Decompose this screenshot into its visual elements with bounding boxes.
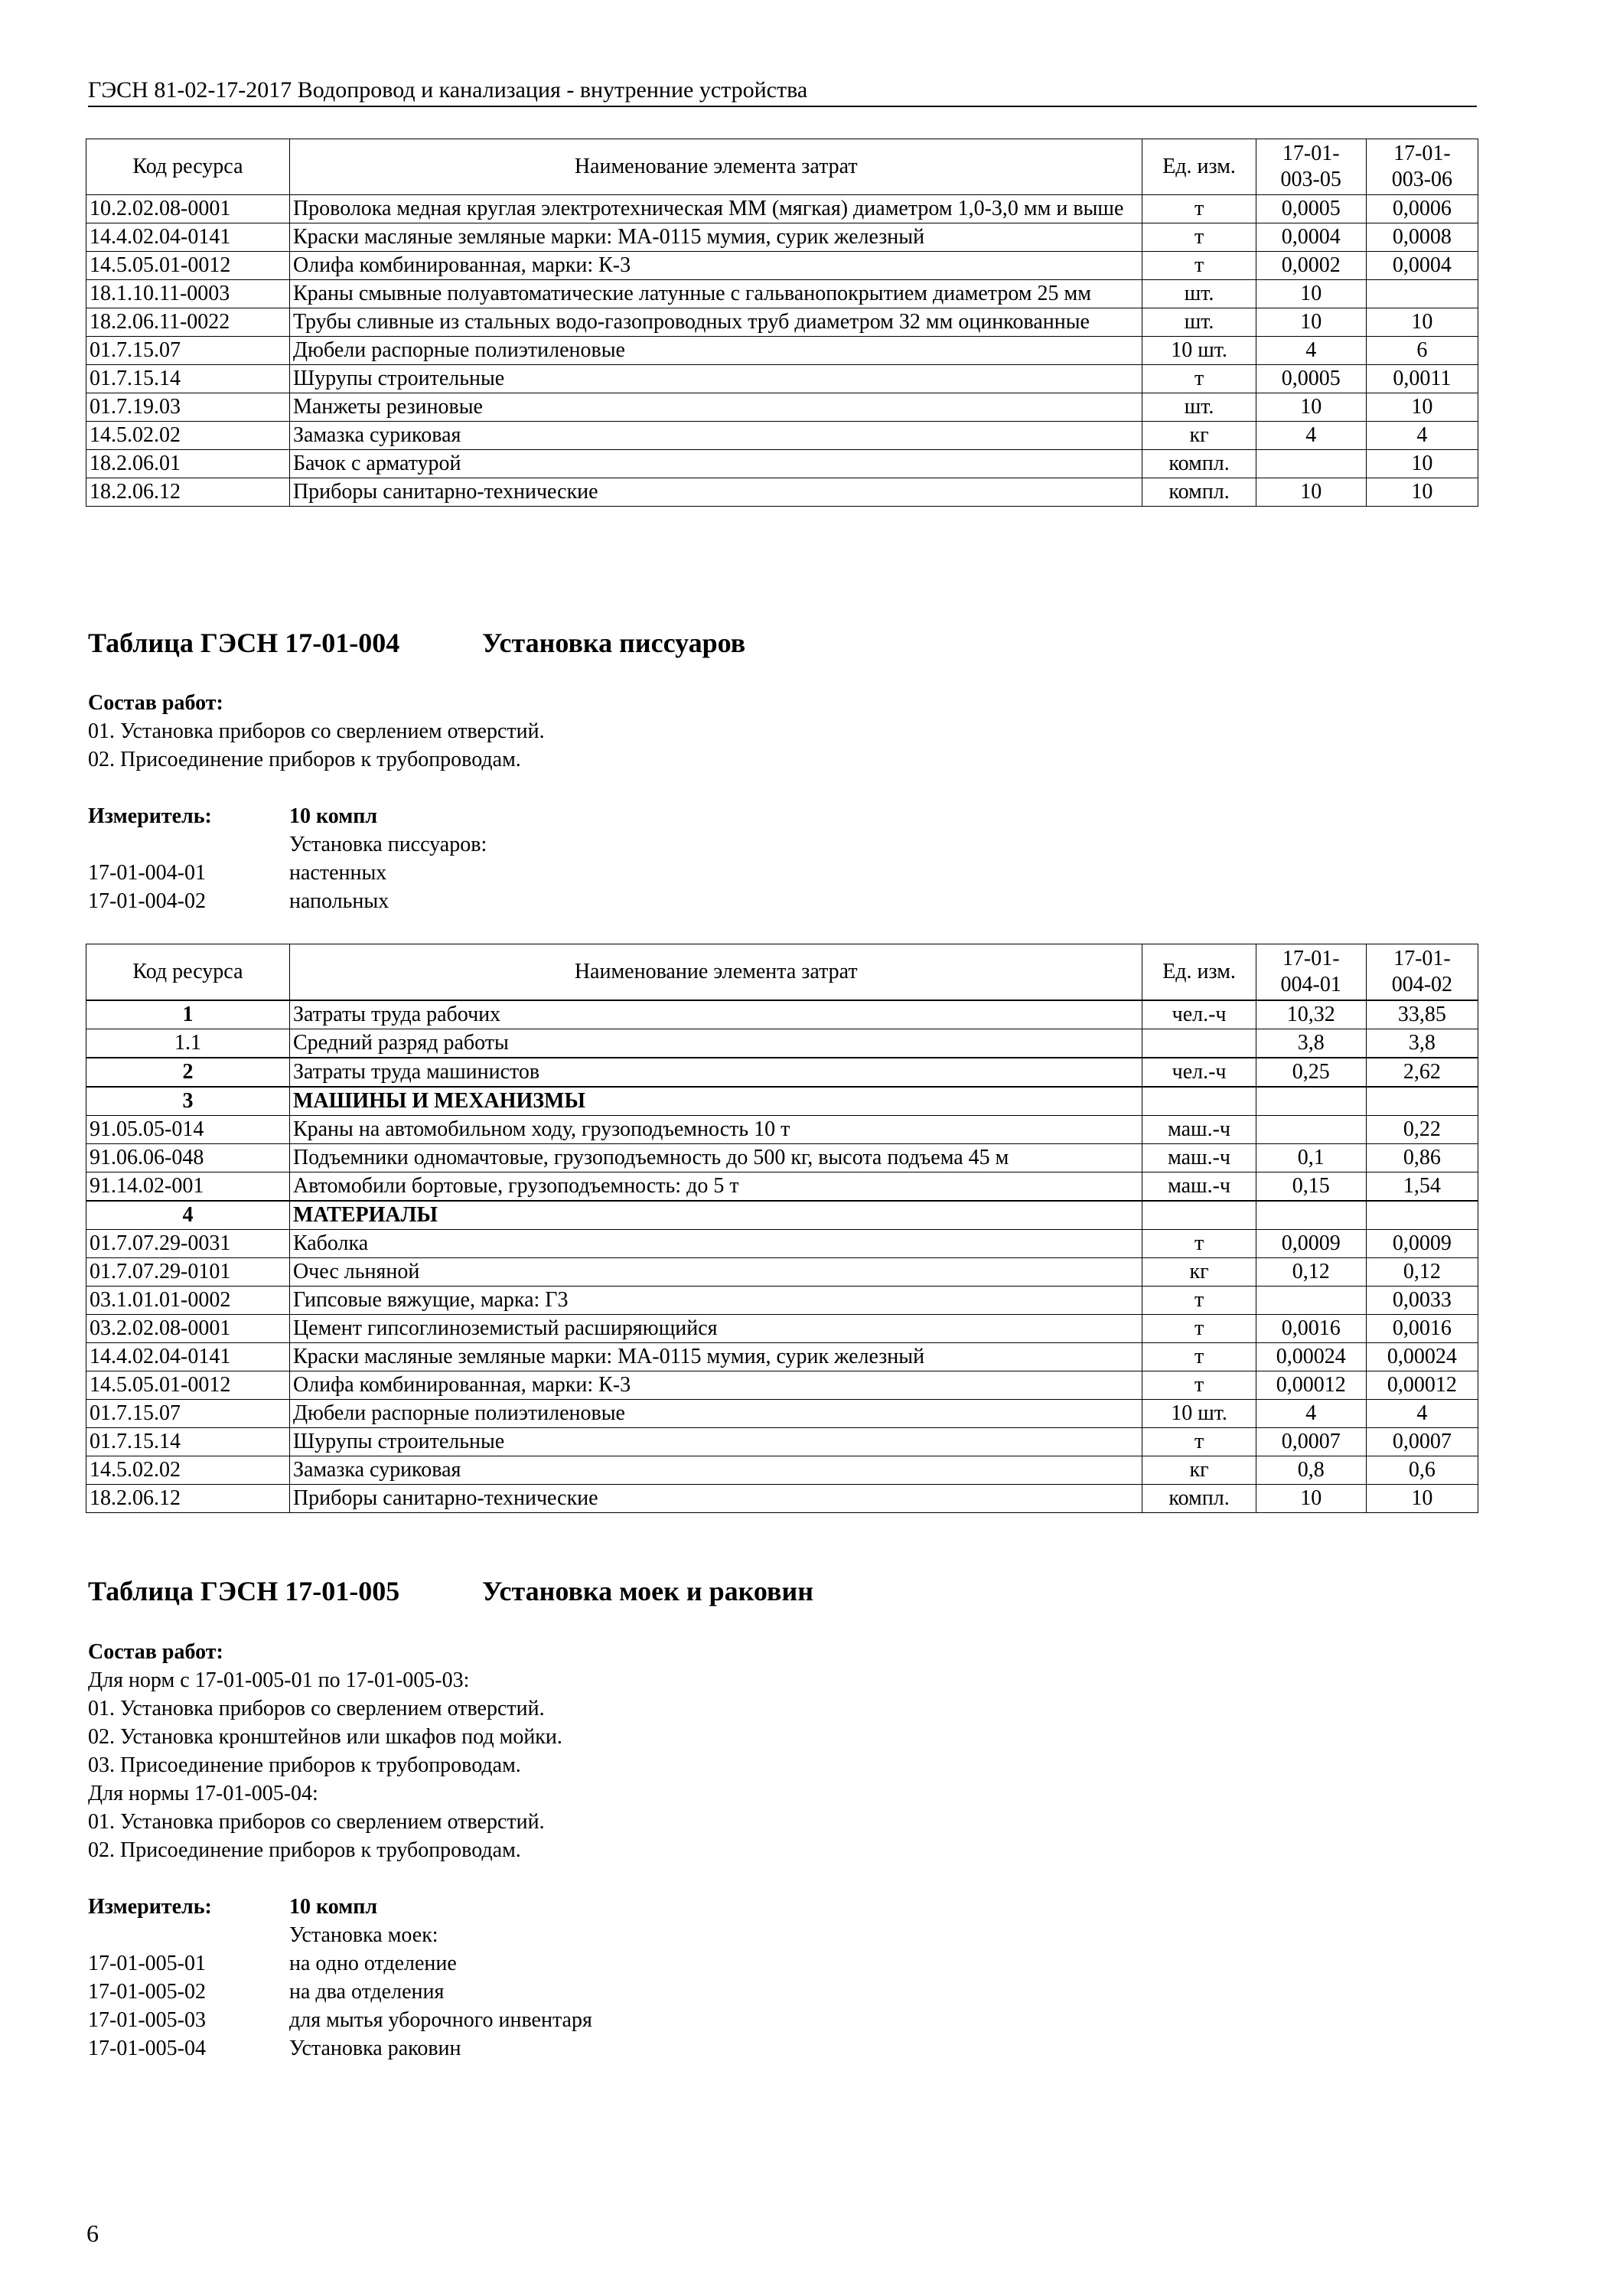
cell-norm-b (1366, 1201, 1478, 1230)
cell-unit: шт. (1142, 393, 1256, 422)
table-row (86, 1029, 1478, 1058)
cell-norm-a (1256, 450, 1366, 478)
cell-norm-b: 33,85 (1366, 1000, 1478, 1029)
col-header-code: Код ресурса (86, 944, 290, 1001)
cell-unit: чел.-ч (1142, 1058, 1256, 1087)
norm-code: 17-01-005-02 (88, 1980, 206, 2004)
cell-name: Проволока медная круглая электротехническая ММ (мягкая) диаметром 1,0-3,0 мм и выше (289, 195, 1142, 223)
cell-unit (1142, 1201, 1256, 1230)
cell-unit: кг (1142, 422, 1256, 450)
cell-name: Очес льняной (289, 1258, 1142, 1287)
table-row (86, 1000, 1478, 1029)
page-number: 6 (86, 2219, 99, 2247)
norm-code: 17-01-004-02 (88, 889, 206, 913)
cell-norm-b: 0,86 (1366, 1144, 1478, 1172)
cell-norm-a (1256, 1116, 1366, 1144)
cell-norm-a: 0,0005 (1256, 195, 1366, 223)
cell-code: 14.5.02.02 (86, 422, 290, 450)
cell-norm-b: 0,0009 (1366, 1230, 1478, 1258)
cell-name: Олифа комбинированная, марки: К-3 (289, 1371, 1142, 1400)
cell-norm-b: 0,0004 (1366, 252, 1478, 280)
table-row (86, 1172, 1478, 1202)
work-item: Для нормы 17-01-005-04: (88, 1782, 318, 1805)
cell-name: Шурупы строительные (289, 365, 1142, 393)
cell-name: Дюбели распорные полиэтиленовые (289, 1400, 1142, 1428)
norm-text: напольных (289, 889, 389, 913)
cell-norm-b: 0,0008 (1366, 223, 1478, 252)
table-name: Установка моек и раковин (482, 1576, 813, 1606)
cell-name: Приборы санитарно-технические (289, 1485, 1142, 1513)
cell-norm-b: 3,8 (1366, 1029, 1478, 1058)
cell-code: 1.1 (86, 1029, 290, 1058)
table-header-row (86, 139, 1478, 195)
cell-norm-b: 0,0011 (1366, 365, 1478, 393)
cell-norm-a: 4 (1256, 337, 1366, 365)
norm-text: для мытья уборочного инвентаря (289, 2008, 592, 2032)
cell-code: 18.2.06.12 (86, 478, 290, 507)
col-header-norm-a: 17-01- 004-01 (1256, 944, 1366, 1001)
table-row (86, 1230, 1478, 1258)
cell-norm-a: 0,0005 (1256, 365, 1366, 393)
cell-norm-a: 10 (1256, 1485, 1366, 1513)
cell-name: Цемент гипсоглиноземистый расширяющийся (289, 1315, 1142, 1343)
norm-code: 17-01-004-01 (88, 861, 206, 885)
col-header-name: Наименование элемента затрат (289, 139, 1142, 195)
cell-unit: т (1142, 1343, 1256, 1371)
cell-unit: т (1142, 1287, 1256, 1315)
cell-code: 14.4.02.04-0141 (86, 1343, 290, 1371)
cell-name: Приборы санитарно-технические (289, 478, 1142, 507)
cell-norm-a: 4 (1256, 422, 1366, 450)
col-header-name: Наименование элемента затрат (289, 944, 1142, 1001)
cell-unit (1142, 1029, 1256, 1058)
table-row (86, 450, 1478, 478)
cell-norm-b: 10 (1366, 478, 1478, 507)
table-row (86, 1343, 1478, 1371)
cell-name: Бачок с арматурой (289, 450, 1142, 478)
cell-code: 18.2.06.01 (86, 450, 290, 478)
table-row (86, 195, 1478, 223)
cell-unit: маш.-ч (1142, 1172, 1256, 1202)
cell-name: Дюбели распорные полиэтиленовые (289, 337, 1142, 365)
cell-norm-b (1366, 1087, 1478, 1116)
cell-norm-a: 0,0004 (1256, 223, 1366, 252)
norm-text: на два отделения (289, 1980, 445, 2004)
table-row (86, 280, 1478, 308)
cell-unit: т (1142, 223, 1256, 252)
cell-norm-a: 10 (1256, 280, 1366, 308)
cell-norm-b: 0,6 (1366, 1456, 1478, 1485)
col-header-norm-b: 17-01- 003-06 (1366, 139, 1478, 195)
cell-norm-b: 10 (1366, 1485, 1478, 1513)
cell-unit: компл. (1142, 1485, 1256, 1513)
cell-norm-a: 0,1 (1256, 1144, 1366, 1172)
table-title-17-01-004 (88, 626, 746, 660)
cell-code: 3 (86, 1087, 290, 1116)
work-item: 02. Присоединение приборов к трубопроводам. (88, 1838, 521, 1862)
cell-unit: маш.-ч (1142, 1116, 1256, 1144)
measurer-label: Измеритель: (88, 804, 212, 828)
cell-norm-b: 0,0033 (1366, 1287, 1478, 1315)
norm-text: на одно отделение (289, 1952, 457, 1975)
cell-name: Затраты труда рабочих (289, 1000, 1142, 1029)
cell-unit: чел.-ч (1142, 1000, 1256, 1029)
running-header: ГЭСН 81-02-17-2017 Водопровод и канализация - внутренние устройства (88, 77, 1477, 107)
cell-norm-a: 0,8 (1256, 1456, 1366, 1485)
cell-unit: шт. (1142, 308, 1256, 337)
table-row (86, 478, 1478, 507)
cell-norm-a: 0,12 (1256, 1258, 1366, 1287)
cell-name: Каболка (289, 1230, 1142, 1258)
work-item: 03. Присоединение приборов к трубопроводам. (88, 1753, 521, 1777)
norm-text: Установка раковин (289, 2037, 461, 2060)
measurer-value: 10 компл (289, 804, 378, 828)
table-name: Установка писсуаров (482, 628, 746, 658)
table-label: Таблица ГЭСН 17-01-005 (88, 1576, 400, 1606)
cell-code: 4 (86, 1201, 290, 1230)
table-row (86, 252, 1478, 280)
cell-norm-a: 0,15 (1256, 1172, 1366, 1202)
cell-norm-b: 10 (1366, 393, 1478, 422)
cell-norm-a: 0,25 (1256, 1058, 1366, 1087)
cell-norm-b: 4 (1366, 422, 1478, 450)
cell-name: Замазка суриковая (289, 422, 1142, 450)
cell-name: Краски масляные земляные марки: МА-0115 мумия, сурик железный (289, 223, 1142, 252)
cell-unit (1142, 1087, 1256, 1116)
cell-code: 91.06.06-048 (86, 1144, 290, 1172)
work-composition-005 (88, 1638, 562, 1864)
cell-norm-a: 10 (1256, 308, 1366, 337)
work-composition-004 (88, 689, 545, 774)
table-row (86, 1258, 1478, 1287)
cell-code: 18.2.06.11-0022 (86, 308, 290, 337)
cell-name: Затраты труда машинистов (289, 1058, 1142, 1087)
cell-norm-a: 10,32 (1256, 1000, 1366, 1029)
cell-unit: 10 шт. (1142, 337, 1256, 365)
cell-name: Автомобили бортовые, грузоподъемность: до 5 т (289, 1172, 1142, 1202)
cell-code: 03.1.01.01-0002 (86, 1287, 290, 1315)
work-title: Состав работ: (88, 1640, 223, 1664)
cell-code: 01.7.19.03 (86, 393, 290, 422)
cell-norm-b: 4 (1366, 1400, 1478, 1428)
table-header-row (86, 944, 1478, 1001)
table-row (86, 422, 1478, 450)
work-item: 01. Установка приборов со сверлением отверстий. (88, 1697, 545, 1720)
cell-code: 18.1.10.11-0003 (86, 280, 290, 308)
cell-norm-b: 0,00024 (1366, 1343, 1478, 1371)
cell-code: 14.5.05.01-0012 (86, 1371, 290, 1400)
cell-norm-a (1256, 1087, 1366, 1116)
cell-norm-a: 0,00012 (1256, 1371, 1366, 1400)
cell-code: 01.7.15.07 (86, 1400, 290, 1428)
cell-name: МАТЕРИАЛЫ (289, 1201, 1142, 1230)
table-row (86, 1201, 1478, 1230)
cell-code: 14.5.02.02 (86, 1456, 290, 1485)
measurer-label: Измеритель: (88, 1895, 212, 1919)
col-header-unit: Ед. изм. (1142, 139, 1256, 195)
cell-name: Шурупы строительные (289, 1428, 1142, 1456)
table-row (86, 223, 1478, 252)
norm-code: 17-01-005-03 (88, 2008, 206, 2032)
measurer-value: 10 компл (289, 1895, 378, 1919)
cell-unit: т (1142, 1230, 1256, 1258)
table-row (86, 365, 1478, 393)
cell-norm-b: 0,0007 (1366, 1428, 1478, 1456)
work-item: 02. Установка кронштейнов или шкафов под мойки. (88, 1725, 562, 1749)
col-header-norm-b: 17-01- 004-02 (1366, 944, 1478, 1001)
col-header-norm-a: 17-01- 003-05 (1256, 139, 1366, 195)
cell-unit: маш.-ч (1142, 1144, 1256, 1172)
cell-norm-a: 10 (1256, 393, 1366, 422)
cell-unit: 10 шт. (1142, 1400, 1256, 1428)
cell-norm-b: 0,0016 (1366, 1315, 1478, 1343)
cell-code: 10.2.02.08-0001 (86, 195, 290, 223)
cell-name: Краски масляные земляные марки: МА-0115 мумия, сурик железный (289, 1343, 1142, 1371)
col-header-code: Код ресурса (86, 139, 290, 195)
cell-code: 2 (86, 1058, 290, 1087)
cell-name: Трубы сливные из стальных водо-газопроводных труб диаметром 32 мм оцинкованные (289, 308, 1142, 337)
cell-unit: кг (1142, 1258, 1256, 1287)
cell-name: Подъемники одномачтовые, грузоподъемность до 500 кг, высота подъема 45 м (289, 1144, 1142, 1172)
cell-unit: т (1142, 1428, 1256, 1456)
cell-code: 91.14.02-001 (86, 1172, 290, 1202)
norm-code: 17-01-005-01 (88, 1952, 206, 1975)
cell-norm-b: 0,00012 (1366, 1371, 1478, 1400)
cell-norm-b: 6 (1366, 337, 1478, 365)
cell-norm-a: 0,00024 (1256, 1343, 1366, 1371)
table-row (86, 1144, 1478, 1172)
table-row (86, 393, 1478, 422)
cell-norm-a: 10 (1256, 478, 1366, 507)
cell-code: 01.7.07.29-0101 (86, 1258, 290, 1287)
measurer-subtitle: Установка моек: (289, 1923, 438, 1947)
work-item: 01. Установка приборов со сверлением отверстий. (88, 1810, 545, 1834)
table-row (86, 337, 1478, 365)
cell-code: 18.2.06.12 (86, 1485, 290, 1513)
table-row (86, 1456, 1478, 1485)
table-title-17-01-005 (88, 1574, 813, 1608)
cell-code: 14.5.05.01-0012 (86, 252, 290, 280)
table-label: Таблица ГЭСН 17-01-004 (88, 628, 400, 658)
cell-norm-a: 0,0007 (1256, 1428, 1366, 1456)
cell-norm-a: 0,0002 (1256, 252, 1366, 280)
cell-name: Средний разряд работы (289, 1029, 1142, 1058)
cell-code: 01.7.15.14 (86, 365, 290, 393)
cell-unit: кг (1142, 1456, 1256, 1485)
table-row (86, 1058, 1478, 1087)
cell-code: 03.2.02.08-0001 (86, 1315, 290, 1343)
table-row (86, 1315, 1478, 1343)
table-row (86, 1116, 1478, 1144)
cell-unit: т (1142, 195, 1256, 223)
cell-norm-b: 0,12 (1366, 1258, 1478, 1287)
col-header-unit: Ед. изм. (1142, 944, 1256, 1001)
table-row (86, 308, 1478, 337)
cell-code: 01.7.07.29-0031 (86, 1230, 290, 1258)
cell-norm-b (1366, 280, 1478, 308)
cell-code: 91.05.05-014 (86, 1116, 290, 1144)
cell-unit: шт. (1142, 280, 1256, 308)
cell-unit: т (1142, 1315, 1256, 1343)
norm-text: настенных (289, 861, 387, 885)
norm-code: 17-01-005-04 (88, 2037, 206, 2060)
cell-unit: т (1142, 1371, 1256, 1400)
resource-table-17-01-003 (86, 139, 1478, 507)
table-row (86, 1371, 1478, 1400)
cell-name: Гипсовые вяжущие, марка: Г3 (289, 1287, 1142, 1315)
cell-name: МАШИНЫ И МЕХАНИЗМЫ (289, 1087, 1142, 1116)
cell-norm-b: 10 (1366, 450, 1478, 478)
cell-norm-a: 4 (1256, 1400, 1366, 1428)
table-row (86, 1428, 1478, 1456)
cell-unit: т (1142, 252, 1256, 280)
cell-norm-a: 0,0009 (1256, 1230, 1366, 1258)
cell-code: 01.7.15.07 (86, 337, 290, 365)
cell-name: Краны на автомобильном ходу, грузоподъемность 10 т (289, 1116, 1142, 1144)
cell-norm-b: 2,62 (1366, 1058, 1478, 1087)
table-row (86, 1400, 1478, 1428)
cell-code: 14.4.02.04-0141 (86, 223, 290, 252)
cell-unit: т (1142, 365, 1256, 393)
cell-norm-a (1256, 1287, 1366, 1315)
table-row (86, 1087, 1478, 1116)
cell-name: Замазка суриковая (289, 1456, 1142, 1485)
cell-name: Краны смывные полуавтоматические латунные с гальванопокрытием диаметром 25 мм (289, 280, 1142, 308)
cell-norm-b: 0,0006 (1366, 195, 1478, 223)
table-row (86, 1485, 1478, 1513)
cell-norm-a: 3,8 (1256, 1029, 1366, 1058)
cell-norm-b: 0,22 (1366, 1116, 1478, 1144)
cell-name: Манжеты резиновые (289, 393, 1142, 422)
cell-name: Олифа комбинированная, марки: К-3 (289, 252, 1142, 280)
cell-unit: компл. (1142, 450, 1256, 478)
table-row (86, 1287, 1478, 1315)
cell-norm-a: 0,0016 (1256, 1315, 1366, 1343)
cell-code: 1 (86, 1000, 290, 1029)
work-item: 01. Установка приборов со сверлением отверстий. (88, 719, 545, 743)
cell-norm-a (1256, 1201, 1366, 1230)
cell-code: 01.7.15.14 (86, 1428, 290, 1456)
cell-unit: компл. (1142, 478, 1256, 507)
resource-table-17-01-004 (86, 944, 1478, 1513)
work-title: Состав работ: (88, 691, 223, 715)
work-item: Для норм с 17-01-005-01 по 17-01-005-03: (88, 1668, 470, 1692)
measurer-subtitle: Установка писсуаров: (289, 833, 487, 856)
cell-norm-b: 10 (1366, 308, 1478, 337)
cell-norm-b: 1,54 (1366, 1172, 1478, 1202)
work-item: 02. Присоединение приборов к трубопроводам. (88, 748, 521, 771)
